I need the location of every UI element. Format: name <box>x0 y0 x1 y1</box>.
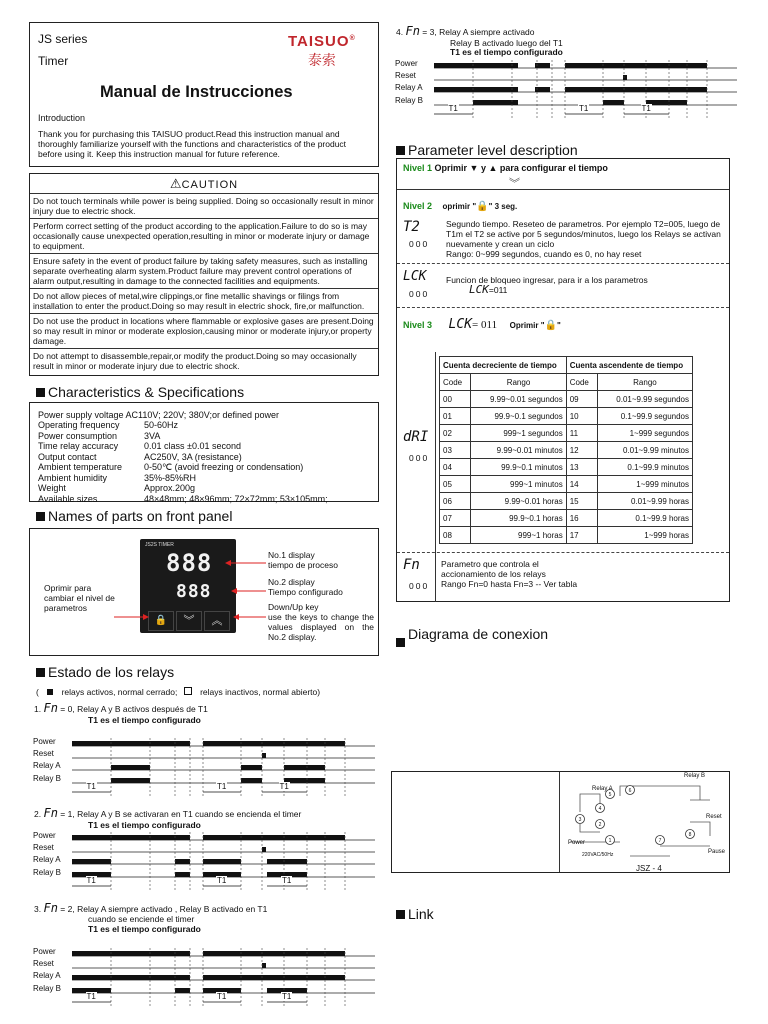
specs-heading: Characteristics & Specifications <box>36 384 244 400</box>
mode2-sub: T1 es el tiempo configurado <box>88 820 201 830</box>
range-code: 04 <box>440 459 471 476</box>
signal-label: Relay A <box>33 971 61 980</box>
signal-label: Power <box>33 737 56 746</box>
range-value: 0.01~9.99 segundos <box>597 391 692 408</box>
range-code: 07 <box>440 510 471 527</box>
display-no2: 888 <box>176 581 212 602</box>
caution-item: Do not attempt to disassemble,repair,or modify the product.Doing so may occasionally result in minor or moderate injury due to electric shock. <box>33 351 357 371</box>
signal-pulse <box>565 87 707 92</box>
mode1-sub: T1 es el tiempo configurado <box>88 715 201 725</box>
voltage-label: 220VAC/50Hz <box>582 852 614 858</box>
signal-pulse <box>203 859 241 864</box>
t1-label: T1 <box>282 992 292 1001</box>
timing-diagram-4 <box>392 58 742 120</box>
pin-label: 1 <box>608 838 612 844</box>
range-value: 99.9~0.1 segundos <box>471 408 566 425</box>
range-value: 0.01~9.99 minutos <box>597 442 692 459</box>
t1-label: T1 <box>641 104 651 113</box>
lck-desc: Funcion de bloqueo ingresar, para ir a los parametros <box>446 275 648 285</box>
updown-label: Down/Up key use the keys to change the values displayed on the No.2 display. <box>268 602 374 642</box>
mode3-sub: T1 es el tiempo configurado <box>88 924 201 934</box>
range-row <box>440 391 693 408</box>
signal-label: Relay B <box>395 96 424 105</box>
mode1-title: 1. Fn = 0, Relay A y B activos después de T1 <box>34 701 208 715</box>
range-value: 0.1~99.9 minutos <box>597 459 692 476</box>
range-value: 999~1 horas <box>471 527 566 544</box>
signal-pulse <box>434 63 518 68</box>
range-code: 02 <box>440 425 471 442</box>
signal-label: Reset <box>33 749 54 758</box>
signal-label: Power <box>33 947 56 956</box>
t1-label: T1 <box>579 104 589 113</box>
t1-label: T1 <box>217 876 227 885</box>
lck-zeros: 000 <box>409 289 430 299</box>
t1-label: T1 <box>448 104 458 113</box>
signal-pulse <box>203 975 345 980</box>
pin-label: 7 <box>658 838 662 844</box>
nivel3-row: Nivel 3 LCK= 011 Oprimir "🔒" <box>403 317 561 332</box>
intro-heading: Introduction <box>38 113 86 123</box>
signal-pulse <box>175 859 190 864</box>
signal-pulse <box>241 765 262 770</box>
range-code: 17 <box>566 527 597 544</box>
lck-value: LCK=011 <box>469 283 508 296</box>
down-key[interactable]: ︾ <box>176 611 202 631</box>
signal-label: Relay A <box>395 83 423 92</box>
mode4-title: 4. Fn = 3, Relay A siempre activado <box>396 24 535 38</box>
no2-label: No.2 display Tiempo configurado <box>268 577 343 597</box>
timing-diagram-2 <box>30 830 380 892</box>
range-code: 10 <box>566 408 597 425</box>
signal-label: Reset <box>33 843 54 852</box>
range-row <box>440 408 693 425</box>
t1-label: T1 <box>86 782 96 791</box>
dri-zeros: 000 <box>409 453 430 463</box>
signal-pulse <box>203 951 345 956</box>
signal-pulse <box>646 100 687 105</box>
pause-label: Pause <box>708 849 726 855</box>
range-code: 00 <box>440 391 471 408</box>
display-no1: 888 <box>166 549 213 577</box>
relays-heading: Estado de los relays <box>36 664 174 680</box>
connection-heading: Diagrama de conexion <box>396 626 548 647</box>
fn-zeros: 000 <box>409 581 430 591</box>
chevron-down-icon: ︾ <box>509 178 520 190</box>
signal-pulse <box>623 75 627 80</box>
brand-logo: TAISUO® 泰索 <box>288 33 356 68</box>
signal-pulse <box>434 87 518 92</box>
range-code: 14 <box>566 476 597 493</box>
signal-pulse <box>284 778 325 783</box>
active-square-icon <box>47 689 53 695</box>
t1-label: T1 <box>86 992 96 1001</box>
front-panel-heading: Names of parts on front panel <box>36 508 232 524</box>
range-row <box>440 425 693 442</box>
pin-label: 6 <box>628 788 632 794</box>
lck-code: LCK <box>403 269 427 284</box>
reset-label: Reset <box>706 814 722 820</box>
range-table: Cuenta decreciente de tiempo Cuenta ascendente de tiempo Code Rango Code Rango 00 9.99~0.01 segundos 09 0.01~9.99 segundos 01 99.9~0.1 segundos 10 0.1~99.9 segundos 02 999~1 segundos 11 1~999 segundos 03 9.99~0.01 minutos 12 0.01~9.99 minutos 04 99.9~0.1 minutos 13 0.1~99.9 minutos 05 999~1 minutos 14 1~999 minutos 06 9.99~0.01 horas 15 0.01~9.99 horas 07 99.9~0.1 horas 16 0.1~99.9 horas 08 999~1 horas 17 1~999 horas <box>439 356 693 544</box>
params-heading: Parameter level description <box>396 142 578 158</box>
timing-diagram-3 <box>30 946 380 1008</box>
t1-label: T1 <box>86 876 96 885</box>
mode4-sub2: Relay B activado luego del T1 <box>450 38 563 48</box>
range-code: 15 <box>566 493 597 510</box>
t2-zeros: 000 <box>409 239 430 249</box>
range-code: 09 <box>566 391 597 408</box>
pin-label: 8 <box>688 832 692 838</box>
signal-pulse <box>175 951 190 956</box>
t1-label: T1 <box>217 782 227 791</box>
range-value: 9.99~0.01 horas <box>471 493 566 510</box>
model-label: JSZ - 4 <box>636 864 662 873</box>
range-value: 1~999 segundos <box>597 425 692 442</box>
signal-pulse <box>175 835 190 840</box>
dri-code: dRI <box>403 429 429 445</box>
range-row <box>440 476 693 493</box>
caution-list <box>30 194 378 373</box>
lock-icon: 🔒 <box>476 201 489 212</box>
range-value: 0.01~9.99 horas <box>597 493 692 510</box>
range-value: 999~1 minutos <box>471 476 566 493</box>
nivel1-row: Nivel 1 Oprimir ▼ y ▲ para configurar el tiempo <box>403 163 608 173</box>
signal-pulse <box>72 975 175 980</box>
signal-pulse <box>72 835 175 840</box>
range-code: 01 <box>440 408 471 425</box>
range-value: 0.1~99.9 horas <box>597 510 692 527</box>
range-value: 9.99~0.01 segundos <box>471 391 566 408</box>
signal-pulse <box>111 765 150 770</box>
range-code: 03 <box>440 442 471 459</box>
range-value: 9.99~0.01 minutos <box>471 442 566 459</box>
specs-box <box>29 402 379 502</box>
range-code: 12 <box>566 442 597 459</box>
signal-pulse <box>473 100 518 105</box>
signal-pulse <box>72 741 175 746</box>
t2-code: T2 <box>403 219 420 235</box>
inactive-square-icon <box>184 687 192 695</box>
signal-pulse <box>175 975 190 980</box>
relay-b-label: Relay B <box>684 773 706 779</box>
t1-label: T1 <box>217 992 227 1001</box>
mode3-sub2: cuando se enciende el timer <box>88 914 195 924</box>
up-key[interactable]: ︽ <box>204 611 230 631</box>
signal-pulse <box>203 741 345 746</box>
timing-diagram-1 <box>30 736 380 798</box>
signal-label: Relay A <box>33 761 61 770</box>
range-code: 16 <box>566 510 597 527</box>
caution-box <box>29 173 379 376</box>
signal-pulse <box>175 872 190 877</box>
type-label: Timer <box>38 54 69 68</box>
signal-pulse <box>267 859 307 864</box>
no1-label: No.1 display tiempo de proceso <box>268 550 338 570</box>
range-value: 1~999 horas <box>597 527 692 544</box>
range-value: 999~1 segundos <box>471 425 566 442</box>
signal-pulse <box>241 778 262 783</box>
params-box <box>396 158 730 602</box>
caution-item: Ensure safety in the event of product failure by taking safety measures, such as installing separate overheating alarm system.Product failure may prevent control operations of alarm output,resulting in damage to the connected facilities and equipments. <box>30 254 378 289</box>
lock-icon: 🔒 <box>544 320 557 331</box>
caution-title: CAUTION <box>181 179 239 191</box>
range-value: 0.1~99.9 segundos <box>597 408 692 425</box>
caution-item: Do not allow pieces of metal,wire clippings,or fine metallic shavings or filings from installation to enter the product.Doing so may result in electric shock, fire,or malfunction. <box>30 289 378 314</box>
t1-label: T1 <box>279 782 289 791</box>
signal-pulse <box>565 63 707 68</box>
signal-pulse <box>175 988 190 993</box>
signal-pulse <box>262 847 266 852</box>
signal-label: Relay B <box>33 868 62 877</box>
pin-label: 4 <box>598 806 602 812</box>
mode4-sub: T1 es el tiempo configurado <box>450 47 563 57</box>
signal-label: Reset <box>395 71 416 80</box>
level-key-label: Oprimir para cambiar el nivel de parametros <box>44 583 115 613</box>
signal-pulse <box>284 765 325 770</box>
range-code: 13 <box>566 459 597 476</box>
caution-item: Perform correct setting of the product according to the application.Failure to do so is may occasionally cause unexpected operation,resulting in minor or moderate injury or damage to equipment. <box>30 219 378 254</box>
signal-pulse <box>72 859 111 864</box>
link-heading: Link <box>396 906 434 922</box>
warning-icon: ⚠ <box>169 176 182 191</box>
t2-desc: Segundo tiempo. Reseteo de parametros. Por ejemplo T2=005, luego de T1m el T2 se active por 5 segundos/minutos, luego los Relays se activan nuevamente y crean un ciclo Rango: 0~999 segundos, cuando es 0, no hay reset <box>446 219 721 259</box>
mode3-title: 3. Fn = 2, Relay A siempre activado , Relay B activado en T1 <box>34 901 268 915</box>
lock-key[interactable]: 🔒 <box>148 611 174 631</box>
power-label: Power <box>568 840 586 846</box>
range-code: 05 <box>440 476 471 493</box>
front-panel-box <box>29 528 379 656</box>
range-row <box>440 442 693 459</box>
fn-desc: Parametro que controla el accionamiento de los relays Rango Fn=0 hasta Fn=3 -- Ver tabla <box>441 559 578 589</box>
specs-table: Operating frequency 50-60Hz Power consumption 3VA Time relay accuracy 0.01 class ±0.01 second Output contact AC250V, 3A (resistance) Ambient temperature 0-50℃ (avoid freezing or condensation) Ambient humidity 35%-85%RH Weight Approx.200g Available sizes 48×48mm; 48×96mm; 72×72mm; 53×105mm; <box>38 420 328 504</box>
signal-pulse <box>603 100 624 105</box>
range-code: 06 <box>440 493 471 510</box>
signal-pulse <box>203 835 345 840</box>
range-value: 99.9~0.1 minutos <box>471 459 566 476</box>
range-code: 08 <box>440 527 471 544</box>
nivel2-row: Nivel 2 oprimir "🔒" 3 seg. <box>403 201 518 212</box>
signal-label: Reset <box>33 959 54 968</box>
intro-text: Thank you for purchasing this TAISUO product.Read this instruction manual and thoroughly familiarize yourself with the functions and characteristics of the product before using it. Keep this instruction manual for future reference. <box>38 129 347 159</box>
range-row <box>440 527 693 544</box>
relays-legend: ( relays activos, normal cerrado; relays inactivos, normal abierto) <box>36 687 321 697</box>
pin-label: 5 <box>608 792 612 798</box>
caution-item: Do not touch terminals while power is being supplied. Doing so occasionally result in minor injury due to electric shock. <box>30 194 378 219</box>
signal-label: Power <box>395 59 418 68</box>
device-brand: JS2S TIMER <box>145 542 174 548</box>
header-box <box>29 22 379 167</box>
power-supply-line: Power supply voltage AC110V; 220V; 380V;or defined power <box>38 410 279 420</box>
range-row <box>440 510 693 527</box>
range-value: 99.9~0.1 horas <box>471 510 566 527</box>
series-label: JS series <box>38 32 88 46</box>
signal-pulse <box>262 963 266 968</box>
signal-label: Power <box>33 831 56 840</box>
caution-item: Do not use the product in locations where flammable or explosive gases are present.Doing so may result in minor or moderate explosion,causing minor or moderate injury,or property damage. <box>30 314 378 349</box>
range-row <box>440 459 693 476</box>
pin-label: 3 <box>578 817 582 823</box>
t1-label: T1 <box>282 876 292 885</box>
signal-pulse <box>262 753 266 758</box>
signal-label: Relay A <box>33 855 61 864</box>
range-row <box>440 493 693 510</box>
mode2-title: 2. Fn = 1, Relay A y B se activaran en T1 cuando se encienda el timer <box>34 806 302 820</box>
signal-pulse <box>175 741 190 746</box>
page-title: Manual de Instrucciones <box>100 83 293 101</box>
range-value: 1~999 minutos <box>597 476 692 493</box>
relay-a-label: Relay A <box>592 786 613 792</box>
signal-pulse <box>111 778 150 783</box>
signal-label: Relay B <box>33 984 62 993</box>
signal-label: Relay B <box>33 774 62 783</box>
connection-box <box>391 771 730 873</box>
pin-label: 2 <box>598 822 602 828</box>
fn-code: Fn <box>403 557 420 573</box>
signal-pulse <box>72 951 175 956</box>
range-code: 11 <box>566 425 597 442</box>
